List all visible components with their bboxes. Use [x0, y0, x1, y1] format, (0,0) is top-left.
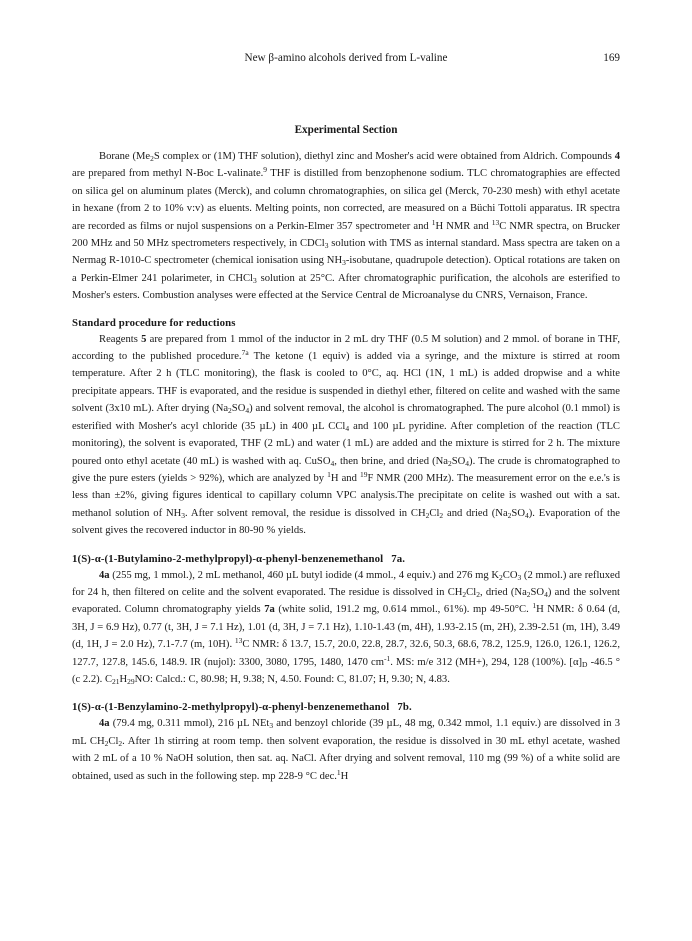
compound-7a-paragraph: 4a (255 mg, 1 mmol.), 2 mL methanol, 460 µL butyl iodide (4 mmol., 4 equiv.) and 276 mg $K_2CO_3$ (2 mmol.) are refluxed for 24 h, then filtered on celite and the solvent evaporated. The residue is dissolved in $CH_2Cl_2$, dried $(Na_2SO_4)$ and the solvent evaporated. Column chromatography yields 7a (white solid, 191.2 mg, 0.614 mmol., 61%). mp 49-50°C. $^1$H NMR: δ 0.64 (d, 3H, J = 6.9 Hz), 0.77 (t, 3H, J = 7.1 Hz), 1.01 (d, 3H, J = 7.1 Hz), 1.10-1.43 (m, 4H), 1.93-2.15 (m, 2H), 2.39-2.51 (m, 1H), 3.49 (d, 1H, J = 2.0 Hz), 7.1-7.7 (m, 10H). $^{13}$C NMR: δ 13.7, 15.7, 20.0, 22.8, 28.7, 32.6, 50.3, 68.6, 78.2, 125.9, 126.0, 126.1, 126.2, 127.7, 127.8, 145.6, 148.9. IR (nujol): 3300, 3080, 1795, 1480, 1470 $cm^{-1}$. MS: m/e 312 (MH+), 294, 128 (100%). $[\alpha]_D$ -46.5 ° (c 2.2). $C_{21}H_{29}NO$: Calcd.: C, 80.98; H, 9.38; N, 4.50. Found: C, 81.07; H, 9.30; N, 4.83.: [72, 569, 621, 686]
intro-paragraph: Borane ($Me_2S$ complex or (1M) THF solution), diethyl zinc and Mosher's acid were obtained from Aldrich. Compounds 4 are prepared from methyl N-Boc L-valinate.$^9$ THF is distilled from benzophenone sodium. TLC chromatographies are effected on silica gel on aluminum plates (Merck), and column chromatographies, on silica gel (Merck, 70-230 mesh) with ethyl acetate in hexane (from 2 to 10% v:v) as eluents. Melting points, non corrected, are measured on a Büchi Tottoli apparatus. IR spectra are recorded as films or nujol suspensions on a Perkin-Elmer 357 spectrometer and $^1$H NMR and $^{13}$C NMR spectra, on Brucker 200 MHz and 50 MHz spectrometers respectively, in CDCl$_3$ solution with TMS as internal standard. Mass spectra are taken on a Nermag R-1010-C spectrometer (chemical ionisation using $NH_3$-isobutane, quadrupole detection). Optical rotations are taken on a Perkin-Elmer 241 polarimeter, in CHCl$_3$ solution at 25°C. After chromatographic purification, the alcohols are esterified to Mosher's esters. Combustion analyses were effected at the Service Central de Microanalyse du CNRS, Vernaison, France.: [72, 151, 621, 302]
compound-7a-heading: 1(S)-α-(1-Butylamino-2-methylpropyl)-α-phenyl-benzenemethanol 7a.: [72, 552, 406, 565]
compound-7a-label: 7a.: [391, 552, 406, 565]
journal-page: [72, 52, 620, 785]
standard-procedure-paragraph: Reagents 5 are prepared from 1 mmol of the inductor in 2 mL dry THF (0.5 M solution) and 2 mmol. of borane in THF, according to the published procedure.$^{7a}$ The ketone (1 equiv) is added via a syringe, and the mixture is stirred at room temperature. After 2 h (TLC monitoring), the flask is cooled to 0°C, aq. HCl (1N, 1 mL) is added dropwise and a white precipitate appears. THF is evaporated, and the residue is suspended in diethyl ether, filtered on celite and washed with the same solvent (3x10 mL). After drying $(Na_2SO_4)$ and solvent removal, the alcohol is chromatographed. The pure alcohol (0.1 mmol) is esterified with Mosher's acyl chloride (35 µL) in 400 µL CCl$_4$ and 100 µL pyridine. After completion of the reaction (TLC monitoring), the solvent is evaporated, THF (2 mL) and water (1 mL) are added and the mixture is stirred for 2 h. The mixture poured onto ethyl acetate (40 mL) is washed with aq. CuSO$_4$, then brine, and dried $(Na_2SO_4)$. The crude is chromatographed to give the pure esters (yields > 92%), which are analyzed by $^1$H and $^{19}$F NMR (200 MHz). The measurement error on the e.e.'s is less than ±2%, giving figures identical to capillary column VPC analysis.The precipitate on celite is washed out with a sat. methanol solution of $NH_3$. After solvent removal, the residue is dissolved in $CH_2Cl_2$ and dried $(Na_2SO_4)$. Evaporation of the solvent gives the recovered inductor in 80-90 % yields.: [72, 333, 620, 537]
compound-7b-label: 7b.: [397, 701, 412, 714]
standard-procedure-heading: Standard procedure for reductions: [72, 316, 236, 329]
page-number: 169: [603, 52, 620, 64]
section-title: Experimental Section: [294, 124, 398, 136]
running-header: [72, 52, 620, 72]
running-title: New β-amino alcohols derived from L-valine: [244, 52, 448, 64]
compound-7b-heading: 1(S)-α-(1-Benzylamino-2-methylpropyl)-α-phenyl-benzenemethanol 7b.: [72, 701, 412, 714]
compound-7b-paragraph: 4a (79.4 mg, 0.311 mmol), 216 µL NEt$_3$ and benzoyl chloride (39 µL, 48 mg, 0.342 mmol, 1.1 equiv.) are dissolved in 3 mL $CH_2Cl_2$. After 1h stirring at room temp. then solvent evaporation, the residue is dissolved in 30 mL ethyl acetate, washed with 2 mL of a 10 % NaOH solution, then sat. aq. NaCl. After drying and solvent removal, 110 mg (99 %) of a white solid are obtained, used as such in the following step. mp 228-9 °C dec.$^1$H: [72, 718, 620, 782]
